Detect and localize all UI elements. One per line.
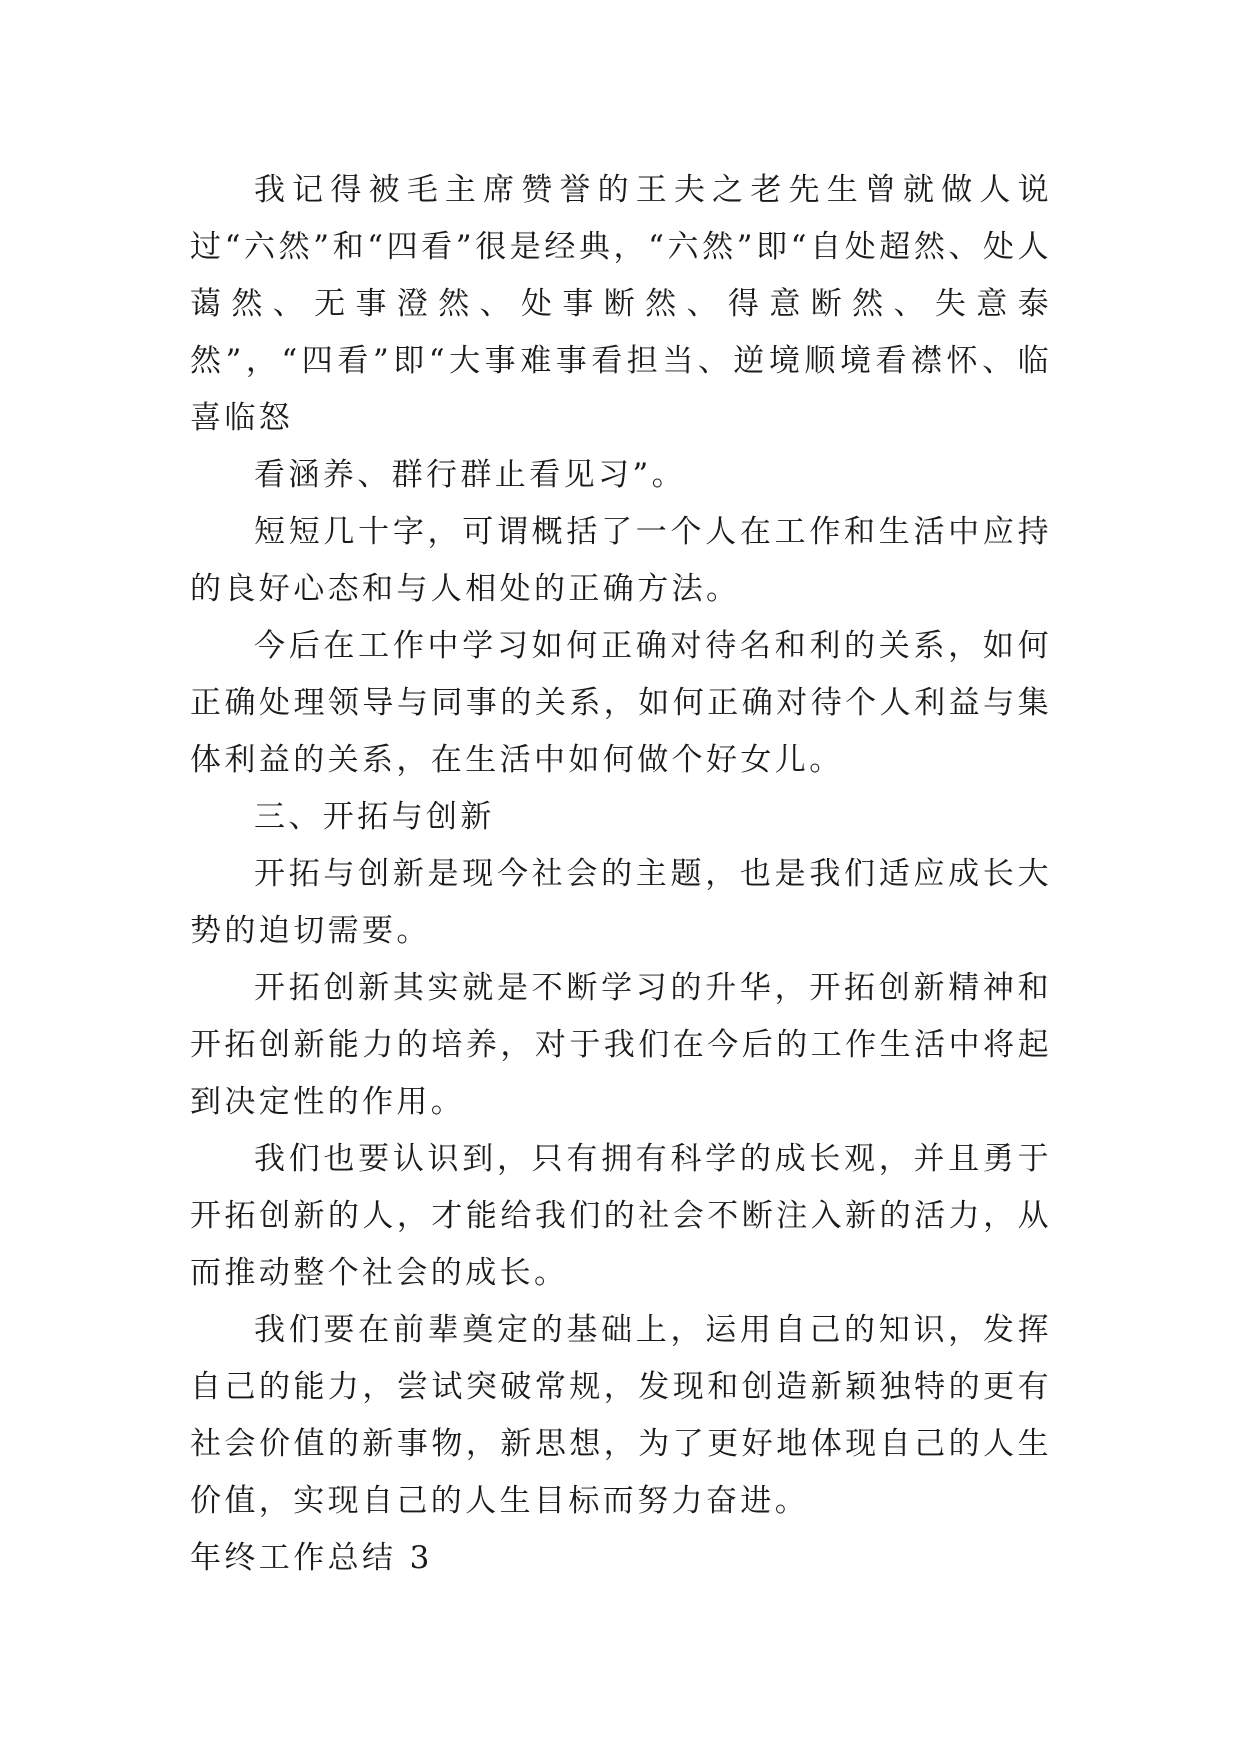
document-title-next: 年终工作总结 3 — [190, 1540, 433, 1576]
paragraph-summary: 短短几十字，可谓概括了一个人在工作和生活中应持的良好心态和与人相处的正确方法。 — [190, 514, 1052, 607]
paragraph-quote-ending: 看涵养、群行群止看见习”。 — [254, 457, 687, 493]
paragraph-growth-view: 我们也要认识到，只有拥有科学的成长观，并且勇于开拓创新的人，才能给我们的社会不断注入新的活力，从而推动整个社会的成长。 — [190, 1141, 1052, 1291]
document-body — [190, 162, 1052, 1587]
paragraph-innovation-theme: 开拓与创新是现今社会的主题，也是我们适应成长大势的迫切需要。 — [190, 856, 1052, 949]
paragraph-innovation-learning: 开拓创新其实就是不断学习的升华，开拓创新精神和开拓创新能力的培养，对于我们在今后的工作生活中将起到决定性的作用。 — [190, 970, 1052, 1120]
paragraph-future-learning: 今后在工作中学习如何正确对待名和利的关系，如何正确处理领导与同事的关系，如何正确对待个人利益与集体利益的关系，在生活中如何做个好女儿。 — [190, 628, 1052, 778]
paragraph-wang-fuzhi-quote: 我记得被毛主席赞誉的王夫之老先生曾就做人说过“六然”和“四看”很是经典，“六然”即“自处超然、处人蔼然、无事澄然、处事断然、得意断然、失意泰然”，“四看”即“大事难事看担当、逆境顺境看襟怀、临喜临怒 — [190, 172, 1052, 436]
paragraph-life-goals: 我们要在前辈奠定的基础上，运用自己的知识，发挥自己的能力，尝试突破常规，发现和创造新颖独特的更有社会价值的新事物，新思想，为了更好地体现自己的人生价值，实现自己的人生目标而努力奋进。 — [190, 1312, 1052, 1519]
section-heading-innovation: 三、开拓与创新 — [254, 799, 495, 835]
